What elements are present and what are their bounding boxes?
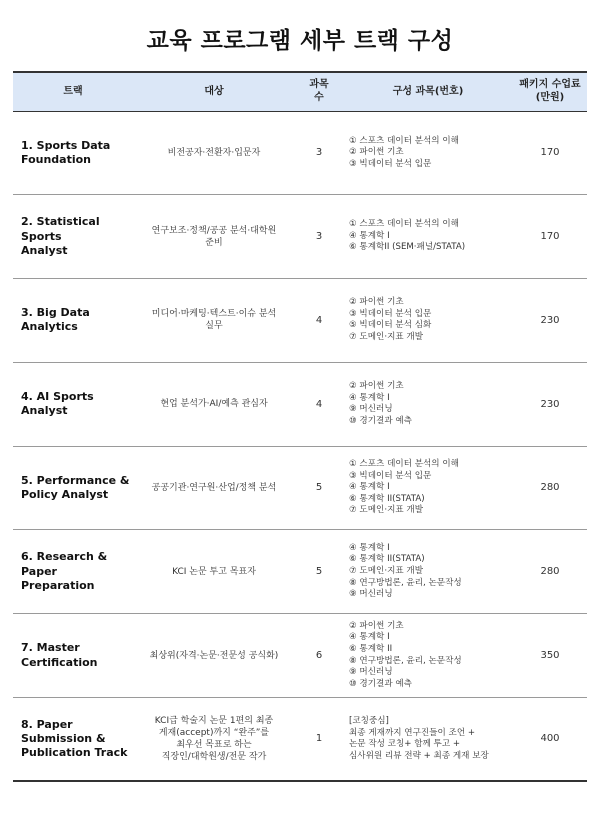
course-item: ⑦ 도메인·지표 개발 (349, 505, 424, 516)
track-name-line: 1. Sports Data (21, 138, 111, 152)
header-track: 트랙 (13, 72, 133, 111)
course-item: 논문 작성 코칭+ 함께 투고 + (349, 739, 461, 750)
track-name-line: 6. Research & (21, 550, 108, 564)
page-title: 교육 프로그램 세부 트랙 구성 (146, 28, 454, 54)
target-line: 현업 분석가·AI/예측 관심자 (160, 399, 268, 410)
header-target: 대상 (133, 72, 295, 111)
target-audience (133, 614, 295, 698)
target-line: 준비 (205, 237, 223, 248)
course-item: ⑥ 통계학 II(STATA) (349, 554, 425, 565)
track-name-line: Analyst (21, 404, 68, 418)
header-count-line2: 수 (314, 91, 324, 103)
target-line: 직장인/대학원생/전문 작가 (161, 752, 267, 763)
course-count: 5 (295, 446, 343, 530)
course-item: ⑦ 도메인·지표 개발 (349, 332, 424, 343)
target-line: 공공기관·연구원·산업/정책 분석 (151, 483, 277, 494)
track-name-line: Policy Analyst (21, 488, 109, 502)
course-item: ⑦ 도메인·지표 개발 (349, 566, 424, 577)
course-item: ⑥ 통계학 II(STATA) (349, 493, 425, 504)
table-row (13, 195, 587, 279)
course-item: ② 파이썬 기초 (349, 297, 404, 308)
table-row (13, 111, 587, 195)
target-line: 최상위(자격·논문·전문성 공식화) (149, 650, 279, 661)
course-item: ⑨ 머신러닝 (349, 589, 393, 600)
course-count: 5 (295, 530, 343, 614)
target-audience (133, 446, 295, 530)
track-name-line: Analytics (21, 320, 78, 334)
target-audience (133, 279, 295, 363)
track-name-line: 3. Big Data (21, 306, 90, 320)
course-item: ① 스포츠 데이터 분석의 이해 (349, 459, 459, 470)
track-name (13, 698, 133, 782)
track-name-line: Submission & (21, 732, 106, 746)
track-name-line: Preparation (21, 579, 95, 593)
track-name (13, 279, 133, 363)
track-name-line: Foundation (21, 152, 92, 166)
course-list (343, 446, 513, 530)
course-item: ⑤ 빅데이터 분석 심화 (349, 320, 432, 331)
package-price: 170 (513, 195, 587, 279)
track-name-line: Analyst (21, 243, 68, 257)
target-line: 미디어·마케팅·텍스트·이슈 분석 (151, 309, 277, 320)
table-body (13, 111, 587, 781)
table-row (13, 698, 587, 782)
target-line: 연구보조·정책/공공 분석·대학원 (151, 225, 277, 236)
target-audience (133, 195, 295, 279)
course-item: ⑥ 통계학II (SEM·패널/STATA) (349, 242, 466, 253)
course-list (343, 530, 513, 614)
package-price: 230 (513, 279, 587, 363)
track-name-line: Publication Track (21, 746, 128, 760)
course-list (343, 614, 513, 698)
track-table (13, 71, 587, 782)
course-list (343, 362, 513, 446)
table-header (13, 72, 587, 111)
target-line: KCI 논문 투고 목표자 (172, 566, 256, 577)
course-count: 3 (295, 111, 343, 195)
course-item: ⑩ 경기결과 예측 (349, 415, 412, 426)
course-item: ③ 빅데이터 분석 입문 (349, 158, 432, 169)
course-item: ① 스포츠 데이터 분석의 이해 (349, 135, 459, 146)
header-count-line1: 과목 (309, 79, 329, 91)
package-price: 400 (513, 698, 587, 782)
course-list (343, 195, 513, 279)
course-count: 3 (295, 195, 343, 279)
course-item: ⑥ 통계학 II (349, 644, 393, 655)
course-count: 4 (295, 279, 343, 363)
track-name-line: 5. Performance & (21, 473, 130, 487)
course-item: ④ 통계학 I (349, 482, 390, 493)
track-name (13, 362, 133, 446)
target-audience (133, 530, 295, 614)
track-name (13, 530, 133, 614)
course-item: ④ 통계학 I (349, 632, 390, 643)
course-item: ④ 통계학 I (349, 542, 390, 553)
course-list (343, 279, 513, 363)
course-item: [코칭중심] (349, 716, 389, 727)
table-row (13, 279, 587, 363)
course-item: ④ 통계학 I (349, 392, 390, 403)
track-name (13, 614, 133, 698)
track-name (13, 195, 133, 279)
course-item: ① 스포츠 데이터 분석의 이해 (349, 219, 459, 230)
header-price-line2: (만원) (535, 91, 565, 103)
track-name-line: 7. Master (21, 641, 80, 655)
track-name-line: 8. Paper (21, 717, 73, 731)
track-name (13, 111, 133, 195)
package-price: 350 (513, 614, 587, 698)
course-list (343, 698, 513, 782)
course-item: ⑨ 머신러닝 (349, 667, 393, 678)
header-courses: 구성 과목(번호) (343, 72, 513, 111)
course-count: 6 (295, 614, 343, 698)
package-price: 280 (513, 446, 587, 530)
package-price: 170 (513, 111, 587, 195)
target-line: 비전공자·전환자·입문자 (167, 147, 261, 158)
course-item: ④ 통계학 I (349, 230, 390, 241)
table-row (13, 446, 587, 530)
track-name-line: Certification (21, 655, 98, 669)
target-audience (133, 698, 295, 782)
table-row (13, 362, 587, 446)
package-price: 280 (513, 530, 587, 614)
course-item: ② 파이썬 기초 (349, 147, 404, 158)
table-row (13, 530, 587, 614)
header-price-line1: 패키지 수업료 (519, 79, 581, 91)
course-item: ⑩ 경기결과 예측 (349, 678, 412, 689)
course-item: ③ 빅데이터 분석 입문 (349, 470, 432, 481)
course-item: 심사위원 리뷰 전략 + 최종 게재 보장 (349, 750, 489, 761)
package-price: 230 (513, 362, 587, 446)
track-name (13, 446, 133, 530)
course-item: ② 파이썬 기초 (349, 381, 404, 392)
course-count: 4 (295, 362, 343, 446)
table-row (13, 614, 587, 698)
track-name-line: 4. AI Sports (21, 389, 94, 403)
track-name-line: Paper (21, 564, 57, 578)
target-audience (133, 362, 295, 446)
target-line: 게재(accept)까지 “완주”를 (158, 728, 270, 739)
target-line: KCI급 학술지 논문 1편의 최종 (154, 715, 274, 726)
course-item: 최종 게재까지 연구진들이 조언 + (349, 727, 476, 738)
header-count (295, 72, 343, 111)
header-price (513, 72, 587, 111)
target-line: 최우선 목표로 하는 (176, 740, 252, 751)
target-audience (133, 111, 295, 195)
course-item: ⑧ 연구방법론, 윤리, 논문작성 (349, 655, 462, 666)
course-count: 1 (295, 698, 343, 782)
course-item: ③ 빅데이터 분석 입문 (349, 308, 432, 319)
header-row (13, 72, 587, 111)
course-list (343, 111, 513, 195)
course-item: ⑨ 머신러닝 (349, 404, 393, 415)
track-name-line: 2. Statistical Sports (21, 215, 100, 243)
target-line: 실무 (205, 321, 223, 332)
course-item: ⑧ 연구방법론, 윤리, 논문작성 (349, 577, 462, 588)
course-item: ② 파이썬 기초 (349, 620, 404, 631)
